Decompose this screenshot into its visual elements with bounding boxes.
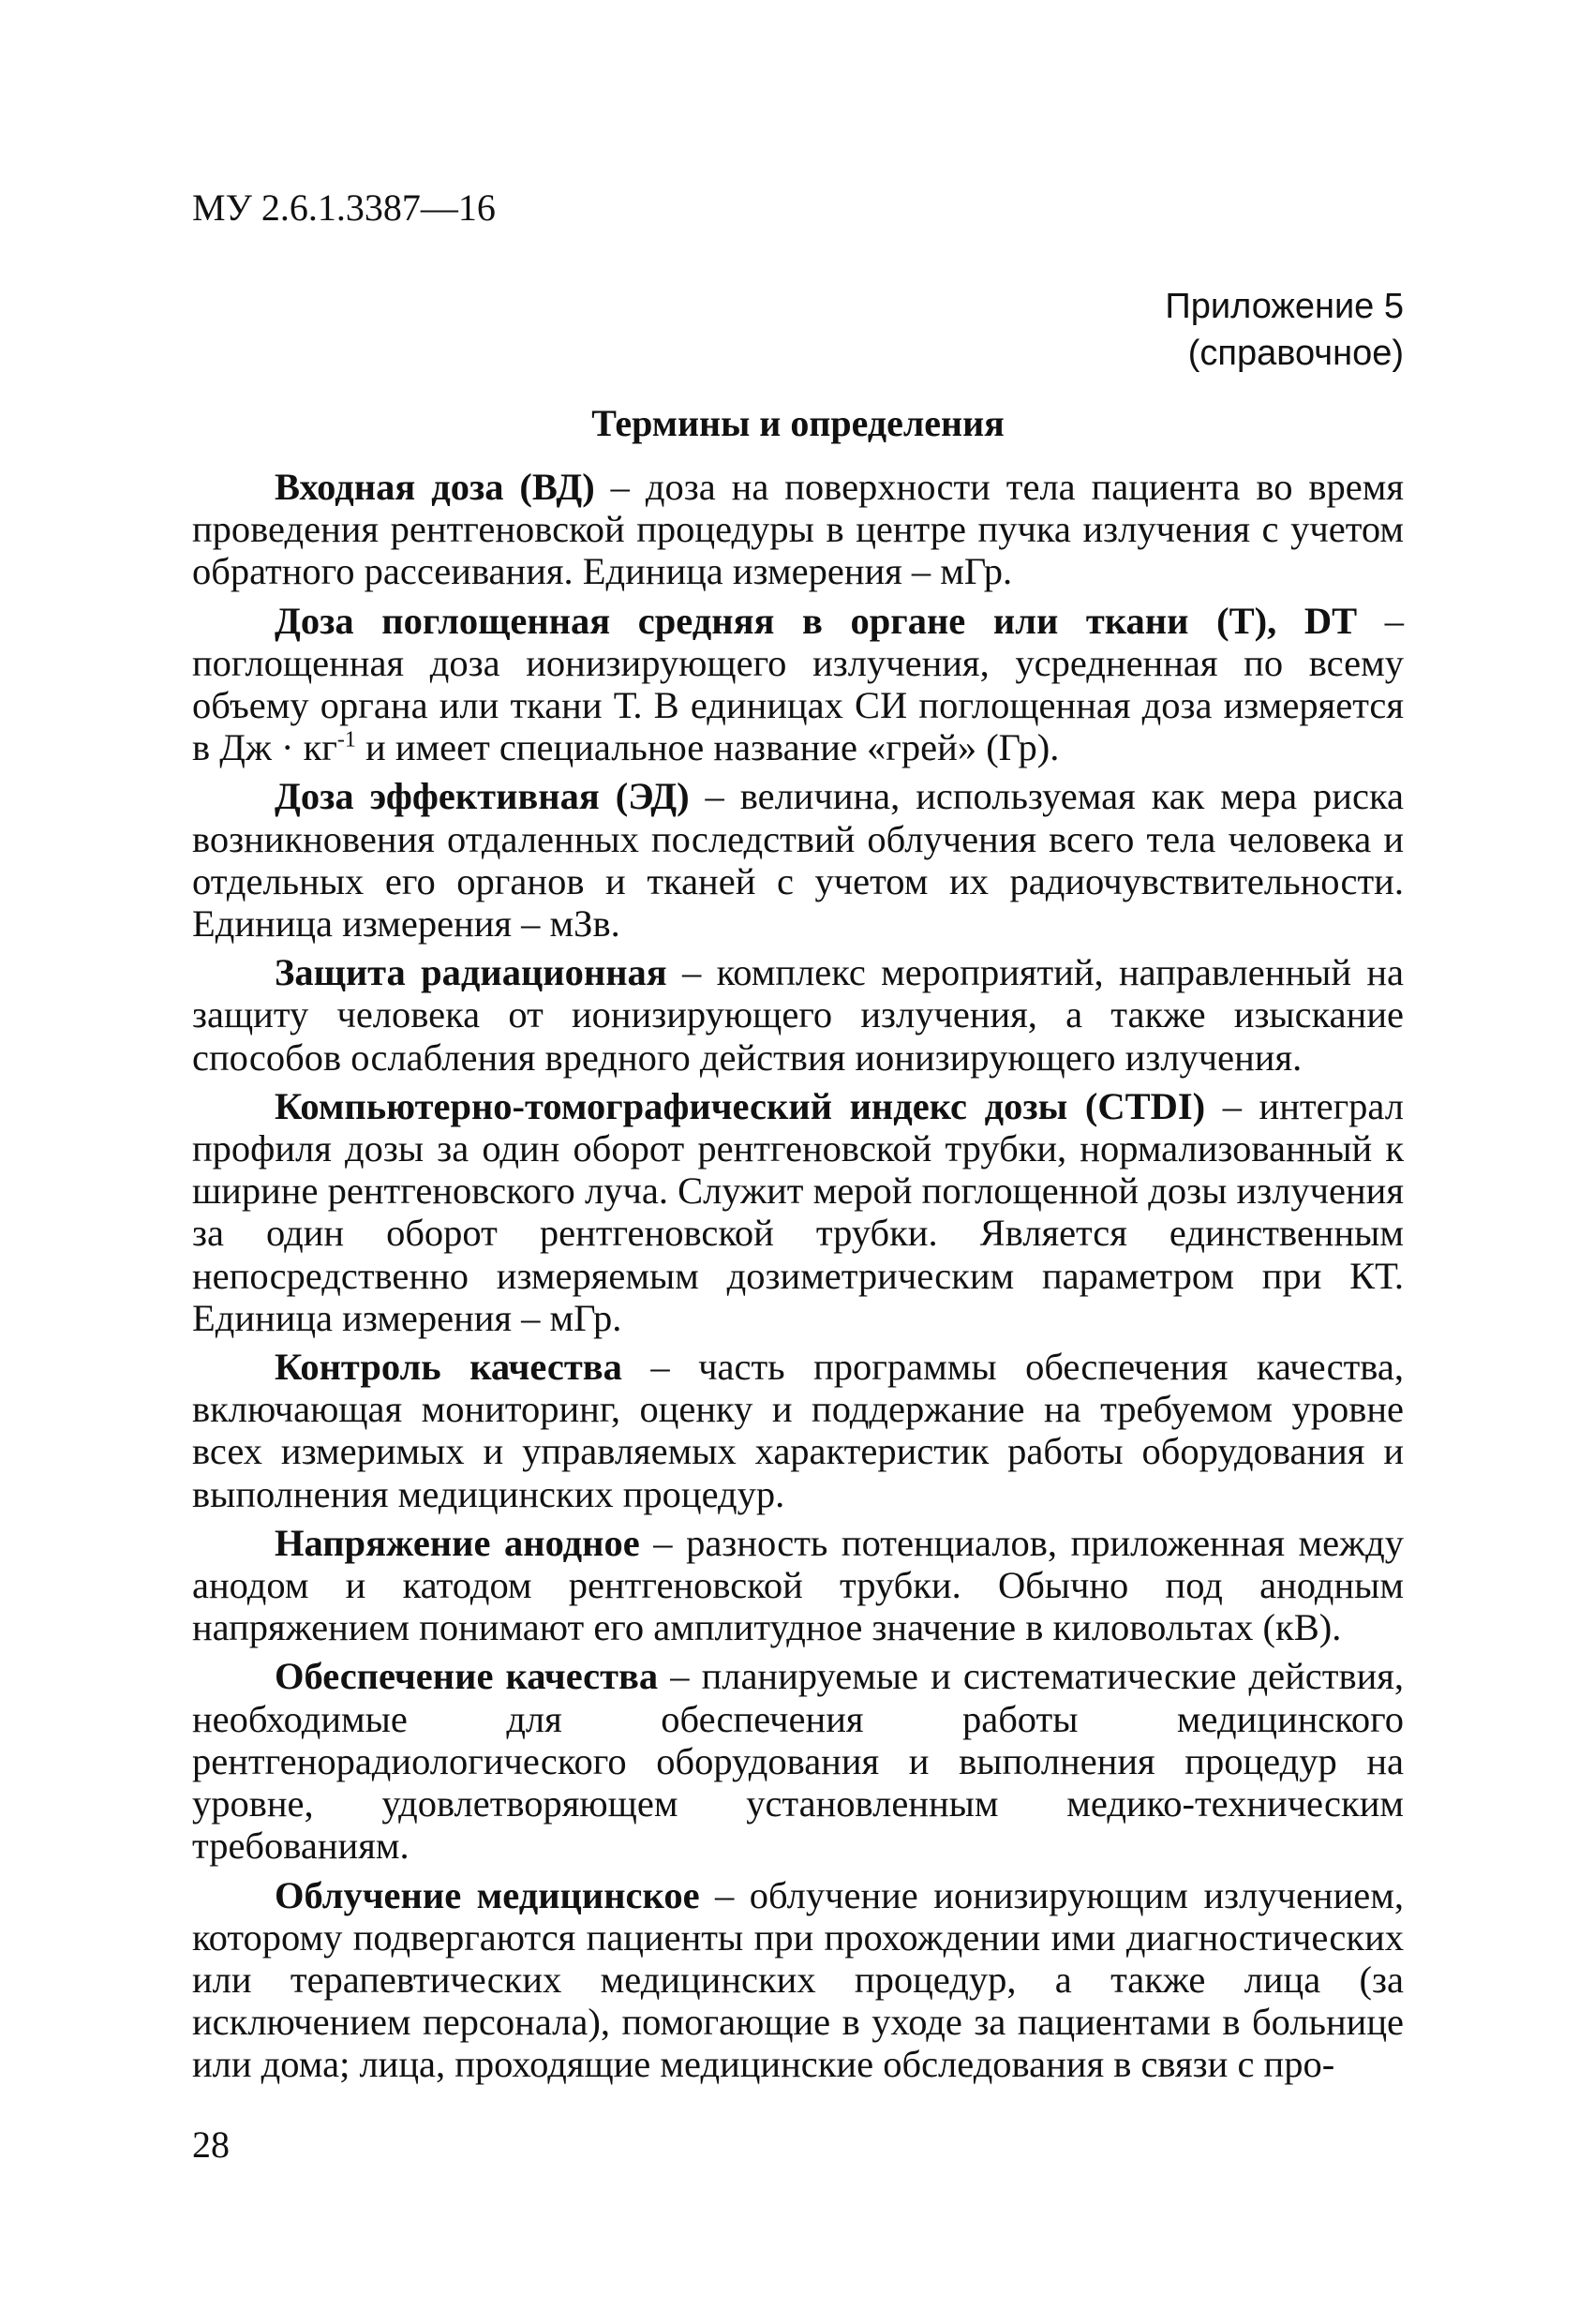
term-entry-quality-control (192, 1346, 1404, 1515)
term-definition: – величина, используемая как мера риска возникновения отдаленных последствий облучения всего тела человека и отдельных его органов и тканей с учетом их радиочувствительности. Единица измерения – мЗв. (192, 775, 1404, 946)
term-definition: – часть программы обеспечения качества, включающая мониторинг, оценку и поддержание на требуемом уровне всех измеримых и управляемых характеристик работы оборудования и выполнения медицинских процедур. (192, 1346, 1404, 1515)
term-definition: – разность потенциалов, приложенная между анодом и катодом рентгеновской трубки. Обычно под анодным напряжением понимают его амплитудное значение в киловольтах (кВ). (192, 1521, 1404, 1649)
term-name: Входная доза (ВД) (275, 466, 595, 508)
appendix-label (916, 283, 1404, 377)
term-name: Доза поглощенная средняя в органе или ткани (Т), DТ (275, 599, 1358, 642)
term-name: Компьютерно-томографический индекс дозы (CTDI) (275, 1084, 1206, 1127)
term-superscript: -1 (336, 727, 356, 752)
term-entry-effective-dose (192, 775, 1404, 945)
term-name: Обеспечение качества (275, 1655, 659, 1698)
term-definition: – интеграл профиля дозы за один оборот рентгеновской трубки, нормализованный к ширине рентгеновского луча. Служит мерой поглощенной дозы излучения за один оборот рентгеновской трубки. Является единственным непосредственно измеряемым дозиметрическим параметром при КТ. Единица измерения – мГр. (192, 1084, 1404, 1339)
term-definition: – поглощенная доза ионизирующего излучения, усредненная по всему объему органа или ткани Т. В единицах СИ поглощенная доза измеряется в Дж · кг (192, 599, 1405, 769)
term-entry-ctdi (192, 1085, 1404, 1339)
term-definition: – облучение ионизирующим излучением, которому подвергаются пациенты при прохождении ими диагностических или терапевтических медицинских процедур, а также лица (за исключением персонала), помогающие в уходе за пациентами в больнице или дома; лица, проходящие медицинские обследования в связи с про- (192, 1873, 1404, 2086)
term-name: Доза эффективная (ЭД) (275, 775, 690, 818)
term-definition: – комплекс мероприятий, направленный на защиту человека от ионизирующего излучения, а также изыскание способов ослабления вредного действия ионизирующего излучения. (192, 951, 1404, 1079)
term-entry-radiation-protection (192, 951, 1404, 1079)
term-entry-quality-assurance (192, 1655, 1404, 1867)
term-entry-absorbed-dose (192, 600, 1404, 769)
document-code-header: МУ 2.6.1.3387—16 (192, 186, 496, 229)
term-name: Облучение медицинское (275, 1873, 700, 1916)
term-name: Контроль качества (275, 1346, 622, 1389)
term-entry-medical-exposure (192, 1874, 1404, 2086)
term-definition: – планируемые и систематические действия, необходимые для обеспечения работы медицинского рентгенорадиологического оборудования и выполнения процедур на уровне, удовлетворяющем установленным медико-техническим требованиям. (192, 1655, 1404, 1868)
term-definition: – доза на поверхности тела пациента во время проведения рентгеновской процедуры в центре пучка излучения с учетом обратного рассеивания. Единица измерения – мГр. (192, 466, 1404, 593)
term-name: Защита радиационная (275, 951, 667, 994)
terms-list (192, 466, 1404, 2086)
term-entry-anode-voltage (192, 1522, 1404, 1649)
term-entry-entrance-dose (192, 466, 1404, 593)
appendix-number: Приложение 5 (1165, 287, 1404, 326)
term-definition-continued: и имеет специальное название «грей» (Гр). (355, 726, 1060, 769)
section-title: Термины и определения (591, 402, 1005, 444)
appendix-type: (справочное) (1187, 334, 1404, 373)
term-name: Напряжение анодное (275, 1521, 640, 1564)
page-number: 28 (192, 2123, 230, 2166)
